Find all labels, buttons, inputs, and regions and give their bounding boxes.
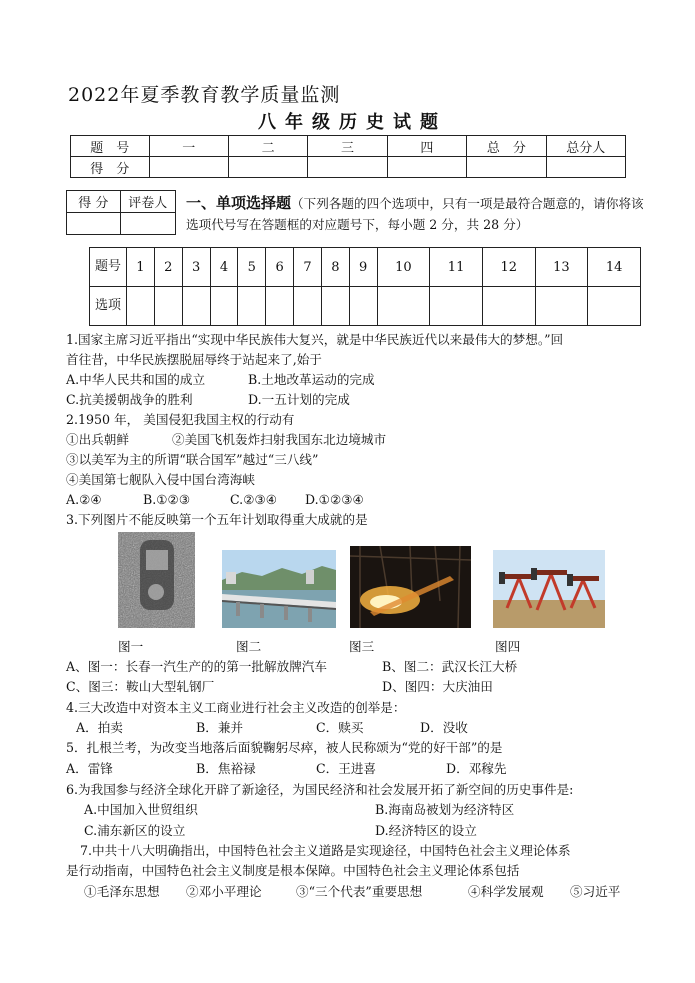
q3-option-a[interactable]: A、图一：长春一汽生产的的第一批解放牌汽车	[66, 659, 327, 674]
q6-stem: 6.为我国参与经济全球化开辟了新途径，为国民经济和社会发展开拓了新空间的历史事件是:	[66, 782, 574, 797]
q7-item-1: ①毛泽东思想	[84, 884, 160, 899]
question-number: 14	[588, 248, 641, 287]
q4-option-a[interactable]: A．拍卖	[76, 720, 123, 735]
question-number: 1	[127, 248, 155, 287]
q1-option-b[interactable]: B.土地改革运动的完成	[248, 372, 375, 387]
q5-option-a[interactable]: A．雷锋	[66, 761, 113, 776]
q4-option-c[interactable]: C．赎买	[316, 720, 364, 735]
answer-cell[interactable]	[535, 287, 588, 326]
q2-stem: 2.1950 年， 美国侵犯我国主权的行动有	[66, 412, 295, 427]
q3-option-d[interactable]: D、图四：大庆油田	[382, 679, 493, 694]
q2-item-4: ④美国第七舰队入侵中国台湾海峡	[66, 472, 255, 487]
answer-cell[interactable]	[182, 287, 210, 326]
q4-option-b[interactable]: B．兼并	[196, 720, 244, 735]
question-number: 13	[535, 248, 588, 287]
q7-stem-line1: 7.中共十八大明确指出，中国特色社会主义道路是实现途径，中国特色社会主义理论体系	[80, 843, 571, 858]
q2-option-c[interactable]: C.②③④	[230, 492, 278, 507]
q5-option-d[interactable]: D．邓稼先	[446, 761, 507, 776]
answer-cell[interactable]	[127, 287, 155, 326]
figure-4-caption: 图四	[495, 639, 521, 654]
grader-name-cell[interactable]	[120, 213, 175, 235]
score-header-cell: 一	[149, 136, 228, 157]
q7-stem-line2: 是行动指南，中国特色社会主义制度是根本保障。中国特色社会主义理论体系包括	[66, 863, 520, 878]
q6-option-b[interactable]: B.海南岛被划为经济特区	[375, 802, 515, 817]
question-number: 9	[349, 248, 377, 287]
oil-field-photo-icon	[493, 550, 605, 628]
answer-cell[interactable]	[588, 287, 641, 326]
answer-cell[interactable]	[377, 287, 430, 326]
question-number: 10	[377, 248, 430, 287]
q7-item-3: ③“三个代表”重要思想	[296, 884, 423, 899]
score-row-label: 得 分	[71, 157, 150, 178]
section-heading	[186, 193, 646, 235]
q2-item-2: ②美国飞机轰炸扫射我国东北边境城市	[172, 432, 387, 447]
q6-option-d[interactable]: D.经济特区的设立	[375, 823, 477, 838]
q3-option-b[interactable]: B、图二：武汉长江大桥	[382, 659, 518, 674]
q2-option-a[interactable]: A.②④	[66, 492, 102, 507]
q2-item-3: ③以美军为主的所谓“联合国军”越过“三八线”	[66, 452, 319, 467]
exam-subtitle: 八年级历史试题	[258, 112, 447, 133]
q6-option-a[interactable]: A.中国加入世贸组织	[84, 802, 198, 817]
score-table	[70, 135, 626, 178]
grader-box	[66, 190, 176, 235]
figure-3-caption: 图三	[349, 639, 375, 654]
question-number: 12	[482, 248, 535, 287]
score-cell[interactable]	[308, 157, 387, 178]
question-number: 3	[182, 248, 210, 287]
q1-option-c[interactable]: C.抗美援朝战争的胜利	[66, 392, 193, 407]
answer-table	[89, 247, 641, 326]
q1-stem-line1: 1.国家主席习近平指出“实现中华民族伟大复兴，就是中华民族近代以来最伟大的梦想。”回	[66, 332, 564, 347]
q4-option-d[interactable]: D．没收	[420, 720, 468, 735]
q1-stem-line2: 首往昔，中华民族摆脱屈辱终于站起来了,始于	[66, 352, 322, 367]
question-number: 4	[210, 248, 238, 287]
q2-option-b[interactable]: B.①②③	[143, 492, 191, 507]
answer-cell[interactable]	[238, 287, 266, 326]
exam-title: 2022年夏季教育教学质量监测	[68, 84, 341, 106]
car-photo-icon	[118, 532, 195, 628]
answer-cell[interactable]	[321, 287, 349, 326]
grader-name-label: 评卷人	[120, 191, 175, 213]
score-header-cell: 四	[387, 136, 466, 157]
answer-cell[interactable]	[482, 287, 535, 326]
q5-option-b[interactable]: B．焦裕禄	[196, 761, 256, 776]
q7-item-5: ⑤习近平	[570, 884, 621, 899]
q2-option-d[interactable]: D.①②③④	[305, 492, 364, 507]
grader-score-cell[interactable]	[67, 213, 121, 235]
question-number: 7	[294, 248, 322, 287]
answer-row-label: 题号	[90, 248, 127, 287]
figure-1-photo	[118, 532, 195, 628]
score-cell[interactable]	[228, 157, 307, 178]
score-header-cell: 题 号	[71, 136, 150, 157]
figure-2-photo	[222, 550, 336, 628]
q2-item-1: ①出兵朝鲜	[66, 432, 129, 447]
answer-cell[interactable]	[430, 287, 483, 326]
score-header-cell: 总 分	[467, 136, 547, 157]
figure-1-caption: 图一	[118, 639, 144, 654]
answer-cell[interactable]	[154, 287, 182, 326]
question-number: 11	[430, 248, 483, 287]
score-cell[interactable]	[149, 157, 228, 178]
q3-stem: 3.下列图片不能反映第一个五年计划取得重大成就的是	[66, 512, 368, 527]
q5-stem: 5．扎根兰考，为改变当地落后面貌鞠躬尽瘁，被人民称颂为“党的好干部”的是	[66, 740, 503, 755]
figure-2-caption: 图二	[236, 639, 262, 654]
question-number: 5	[238, 248, 266, 287]
score-header-cell: 总分人	[546, 136, 625, 157]
answer-cell[interactable]	[210, 287, 238, 326]
score-cell[interactable]	[387, 157, 466, 178]
answer-cell[interactable]	[294, 287, 322, 326]
steel-mill-photo-icon	[350, 546, 471, 628]
figure-4-photo	[493, 550, 605, 628]
score-header-cell: 三	[308, 136, 387, 157]
q5-option-c[interactable]: C．王进喜	[316, 761, 377, 776]
grader-score-label: 得 分	[67, 191, 121, 213]
q3-option-c[interactable]: C、图三：鞍山大型轧钢厂	[66, 679, 215, 694]
score-header-cell: 二	[228, 136, 307, 157]
section-title: 一、单项选择题	[186, 194, 292, 212]
bridge-photo-icon	[222, 550, 336, 628]
question-number: 2	[154, 248, 182, 287]
q1-option-d[interactable]: D.一五计划的完成	[248, 392, 350, 407]
q6-option-c[interactable]: C.浦东新区的设立	[84, 823, 186, 838]
score-cell[interactable]	[546, 157, 625, 178]
figure-3-photo	[350, 546, 471, 628]
q4-stem: 4.三大改造中对资本主义工商业进行社会主义改造的创举是：	[66, 700, 406, 715]
q7-item-4: ④科学发展观	[468, 884, 544, 899]
question-number: 6	[266, 248, 294, 287]
q7-item-2: ②邓小平理论	[186, 884, 262, 899]
answer-row-label: 选项	[90, 287, 127, 326]
section-instruction: （下列各题的四个选项中，只有一项是最符合题意的，请你将该选项代号写在答题框的对应题号下，每小题 2 分，共 28 分）	[186, 196, 644, 232]
q1-option-a[interactable]: A.中华人民共和国的成立	[66, 372, 206, 387]
answer-cell[interactable]	[349, 287, 377, 326]
question-number: 8	[321, 248, 349, 287]
score-cell[interactable]	[467, 157, 547, 178]
answer-cell[interactable]	[266, 287, 294, 326]
